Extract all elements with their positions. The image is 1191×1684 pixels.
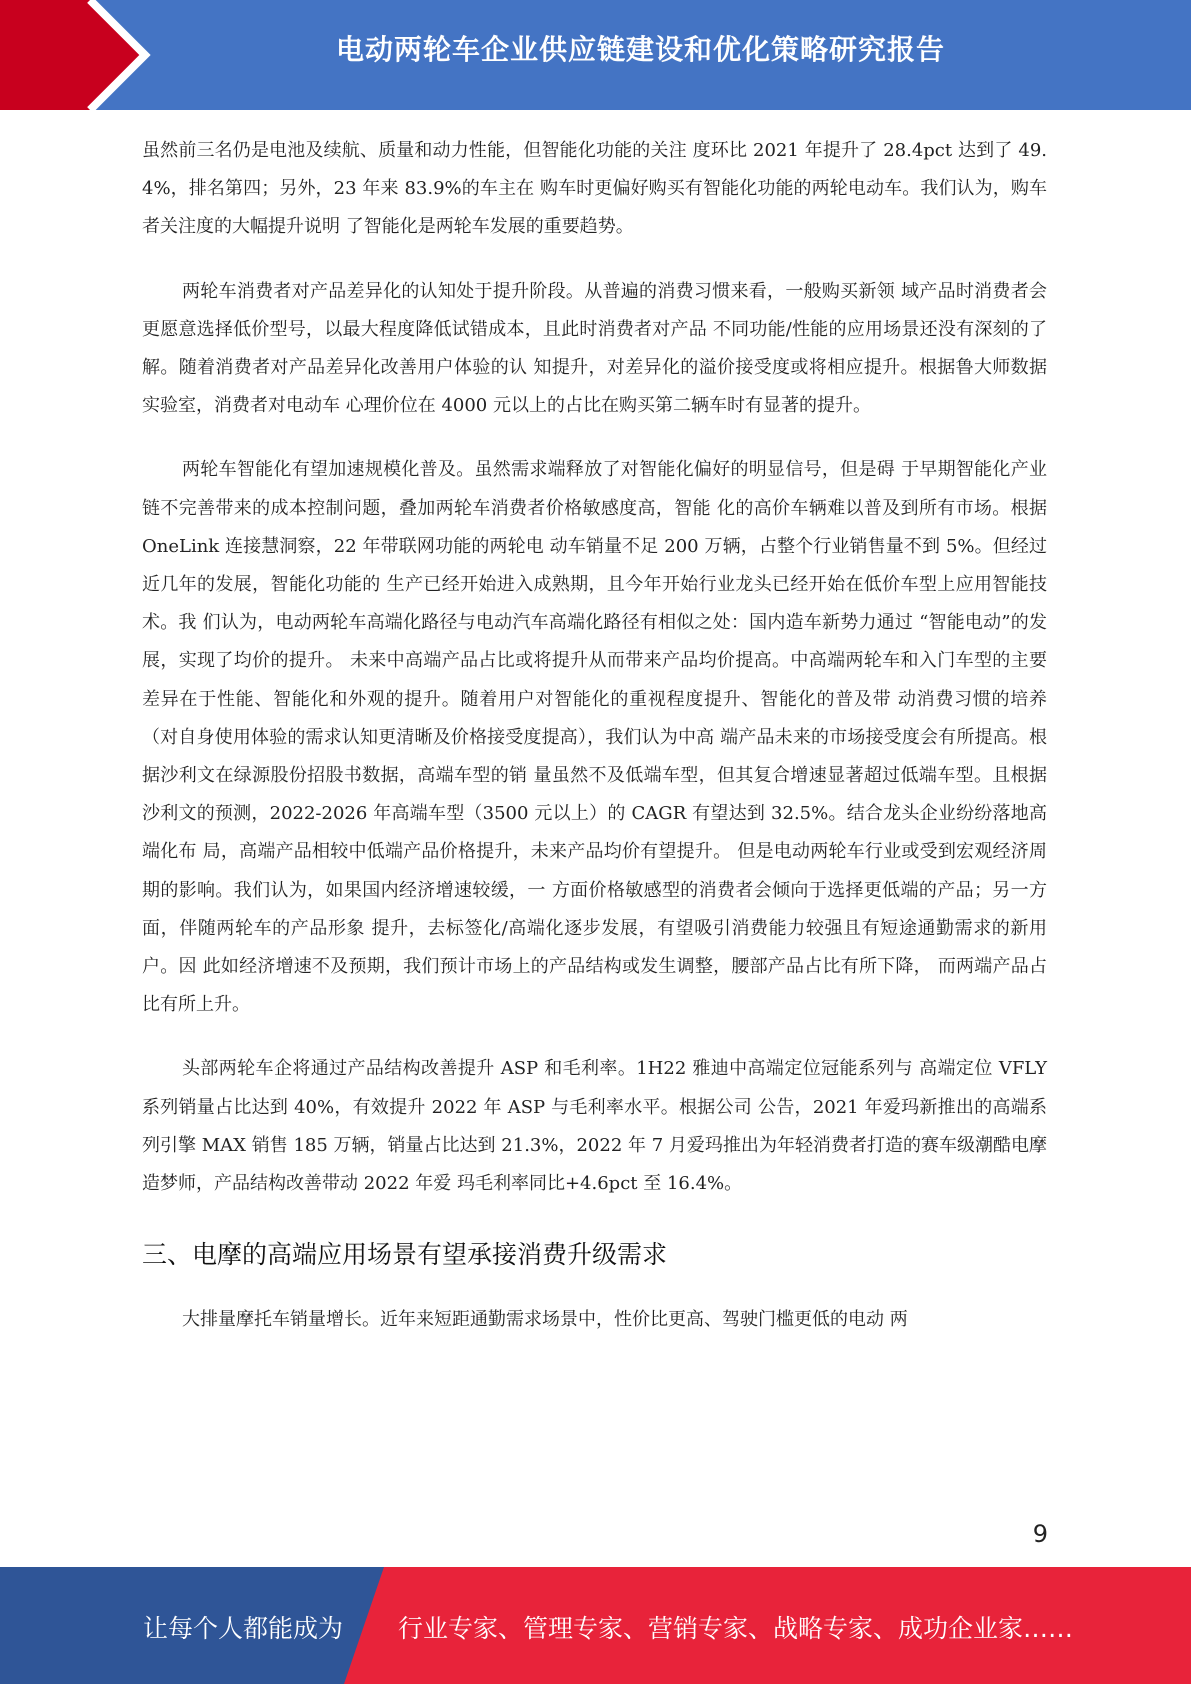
footer-slogan-right: 行业专家、管理专家、营销专家、战略专家、成功企业家…… [398, 1614, 1074, 1643]
report-title: 电动两轮车企业供应链建设和优化策略研究报告 [335, 33, 945, 66]
document-body [142, 132, 1047, 1365]
section-heading: 三、电摩的高端应用场景有望承接消费升级需求 [142, 1240, 668, 1270]
body-paragraph: 头部两轮车企将通过产品结构改善提升 ASP 和毛利率。1H22 雅迪中高端定位冠能系列与 高端定位 VFLY 系列销量占比达到 40%，有效提升 2022 年 ASP 与毛利率水平。根据公司 公告，2021 年爱玛新推出的高端系列引擎 MAX 销售 185 万辆，销量占比达到 21.3%，2022 年 7 月爱玛推出为年轻消费者打造的赛车级潮酷电摩造梦师，产品结构改善带动 2022 年爱 玛毛利率同比+4.6pct 至 16.4%。 [142, 1058, 1047, 1195]
footer-slogan-left: 让每个人都能成为 [143, 1614, 344, 1643]
body-paragraph: 两轮车消费者对产品差异化的认知处于提升阶段。从普遍的消费习惯来看，一般购买新领 域产品时消费者会更愿意选择低价型号，以最大程度降低试错成本，且此时消费者对产品 不同功能/性能的应用场景还没有深刻的了解。随着消费者对产品差异化改善用户体验的认 知提升，对差异化的溢价接受度或将相应提升。根据鲁大师数据实验室，消费者对电动车 心理价位在 4000 元以上的占比在购买第二辆车时有显著的提升。 [142, 280, 1047, 417]
body-paragraph: 两轮车智能化有望加速规模化普及。虽然需求端释放了对智能化偏好的明显信号，但是碍 于早期智能化产业链不完善带来的成本控制问题，叠加两轮车消费者价格敏感度高，智能 化的高价车辆难以普及到所有市场。根据 OneLink 连接慧洞察，22 年带联网功能的两轮电 动车销量不足 200 万辆，占整个行业销售量不到 5%。但经过近几年的发展，智能化功能的 生产已经开始进入成熟期，且今年开始行业龙头已经开始在低价车型上应用智能技术。我 们认为，电动两轮车高端化路径与电动汽车高端化路径有相似之处：国内造车新势力通过 “智能电动”的发展，实现了均价的提升。 未来中高端产品占比或将提升从而带来产品均价提高。中高端两轮车和入门车型的主要差异在于性能、智能化和外观的提升。随着用户对智能化的重视程度提升、智能化的普及带 动消费习惯的培养（对自身使用体验的需求认知更清晰及价格接受度提高），我们认为中高 端产品未来的市场接受度会有所提高。根据沙利文在绿源股份招股书数据，高端车型的销 量虽然不及低端车型，但其复合增速显著超过低端车型。且根据沙利文的预测，2022-2026 年高端车型（3500 元以上）的 CAGR 有望达到 32.5%。结合龙头企业纷纷落地高端化布 局，高端产品相较中低端产品价格提升，未来产品均价有望提升。 但是电动两轮车行业或受到宏观经济周期的影响。我们认为，如果国内经济增速较缓，一 方面价格敏感型的消费者会倾向于选择更低端的产品；另一方面，伴随两轮车的产品形象 提升，去标签化/高端化逐步发展，有望吸引消费能力较强且有短途通勤需求的新用户。因 此如经济增速不及预期，我们预计市场上的产品结构或发生调整，腰部产品占比有所下降， 而两端产品占比有所上升。 [142, 459, 1047, 1016]
page-number: 9 [1032, 1520, 1048, 1548]
body-paragraph: 虽然前三名仍是电池及续航、质量和动力性能，但智能化功能的关注 度环比 2021 年提升了 28.4pct 达到了 49.4%，排名第四；另外，23 年来 83.9%的车主在 购车时更偏好购买有智能化功能的两轮电动车。我们认为，购车者关注度的大幅提升说明 了智能化是两轮车发展的重要趋势。 [142, 140, 1047, 238]
page-header [0, 0, 1191, 110]
body-paragraph: 大排量摩托车销量增长。近年来短距通勤需求场景中，性价比更高、驾驶门槛更低的电动 两 [182, 1309, 908, 1331]
page-footer [0, 1567, 1191, 1684]
